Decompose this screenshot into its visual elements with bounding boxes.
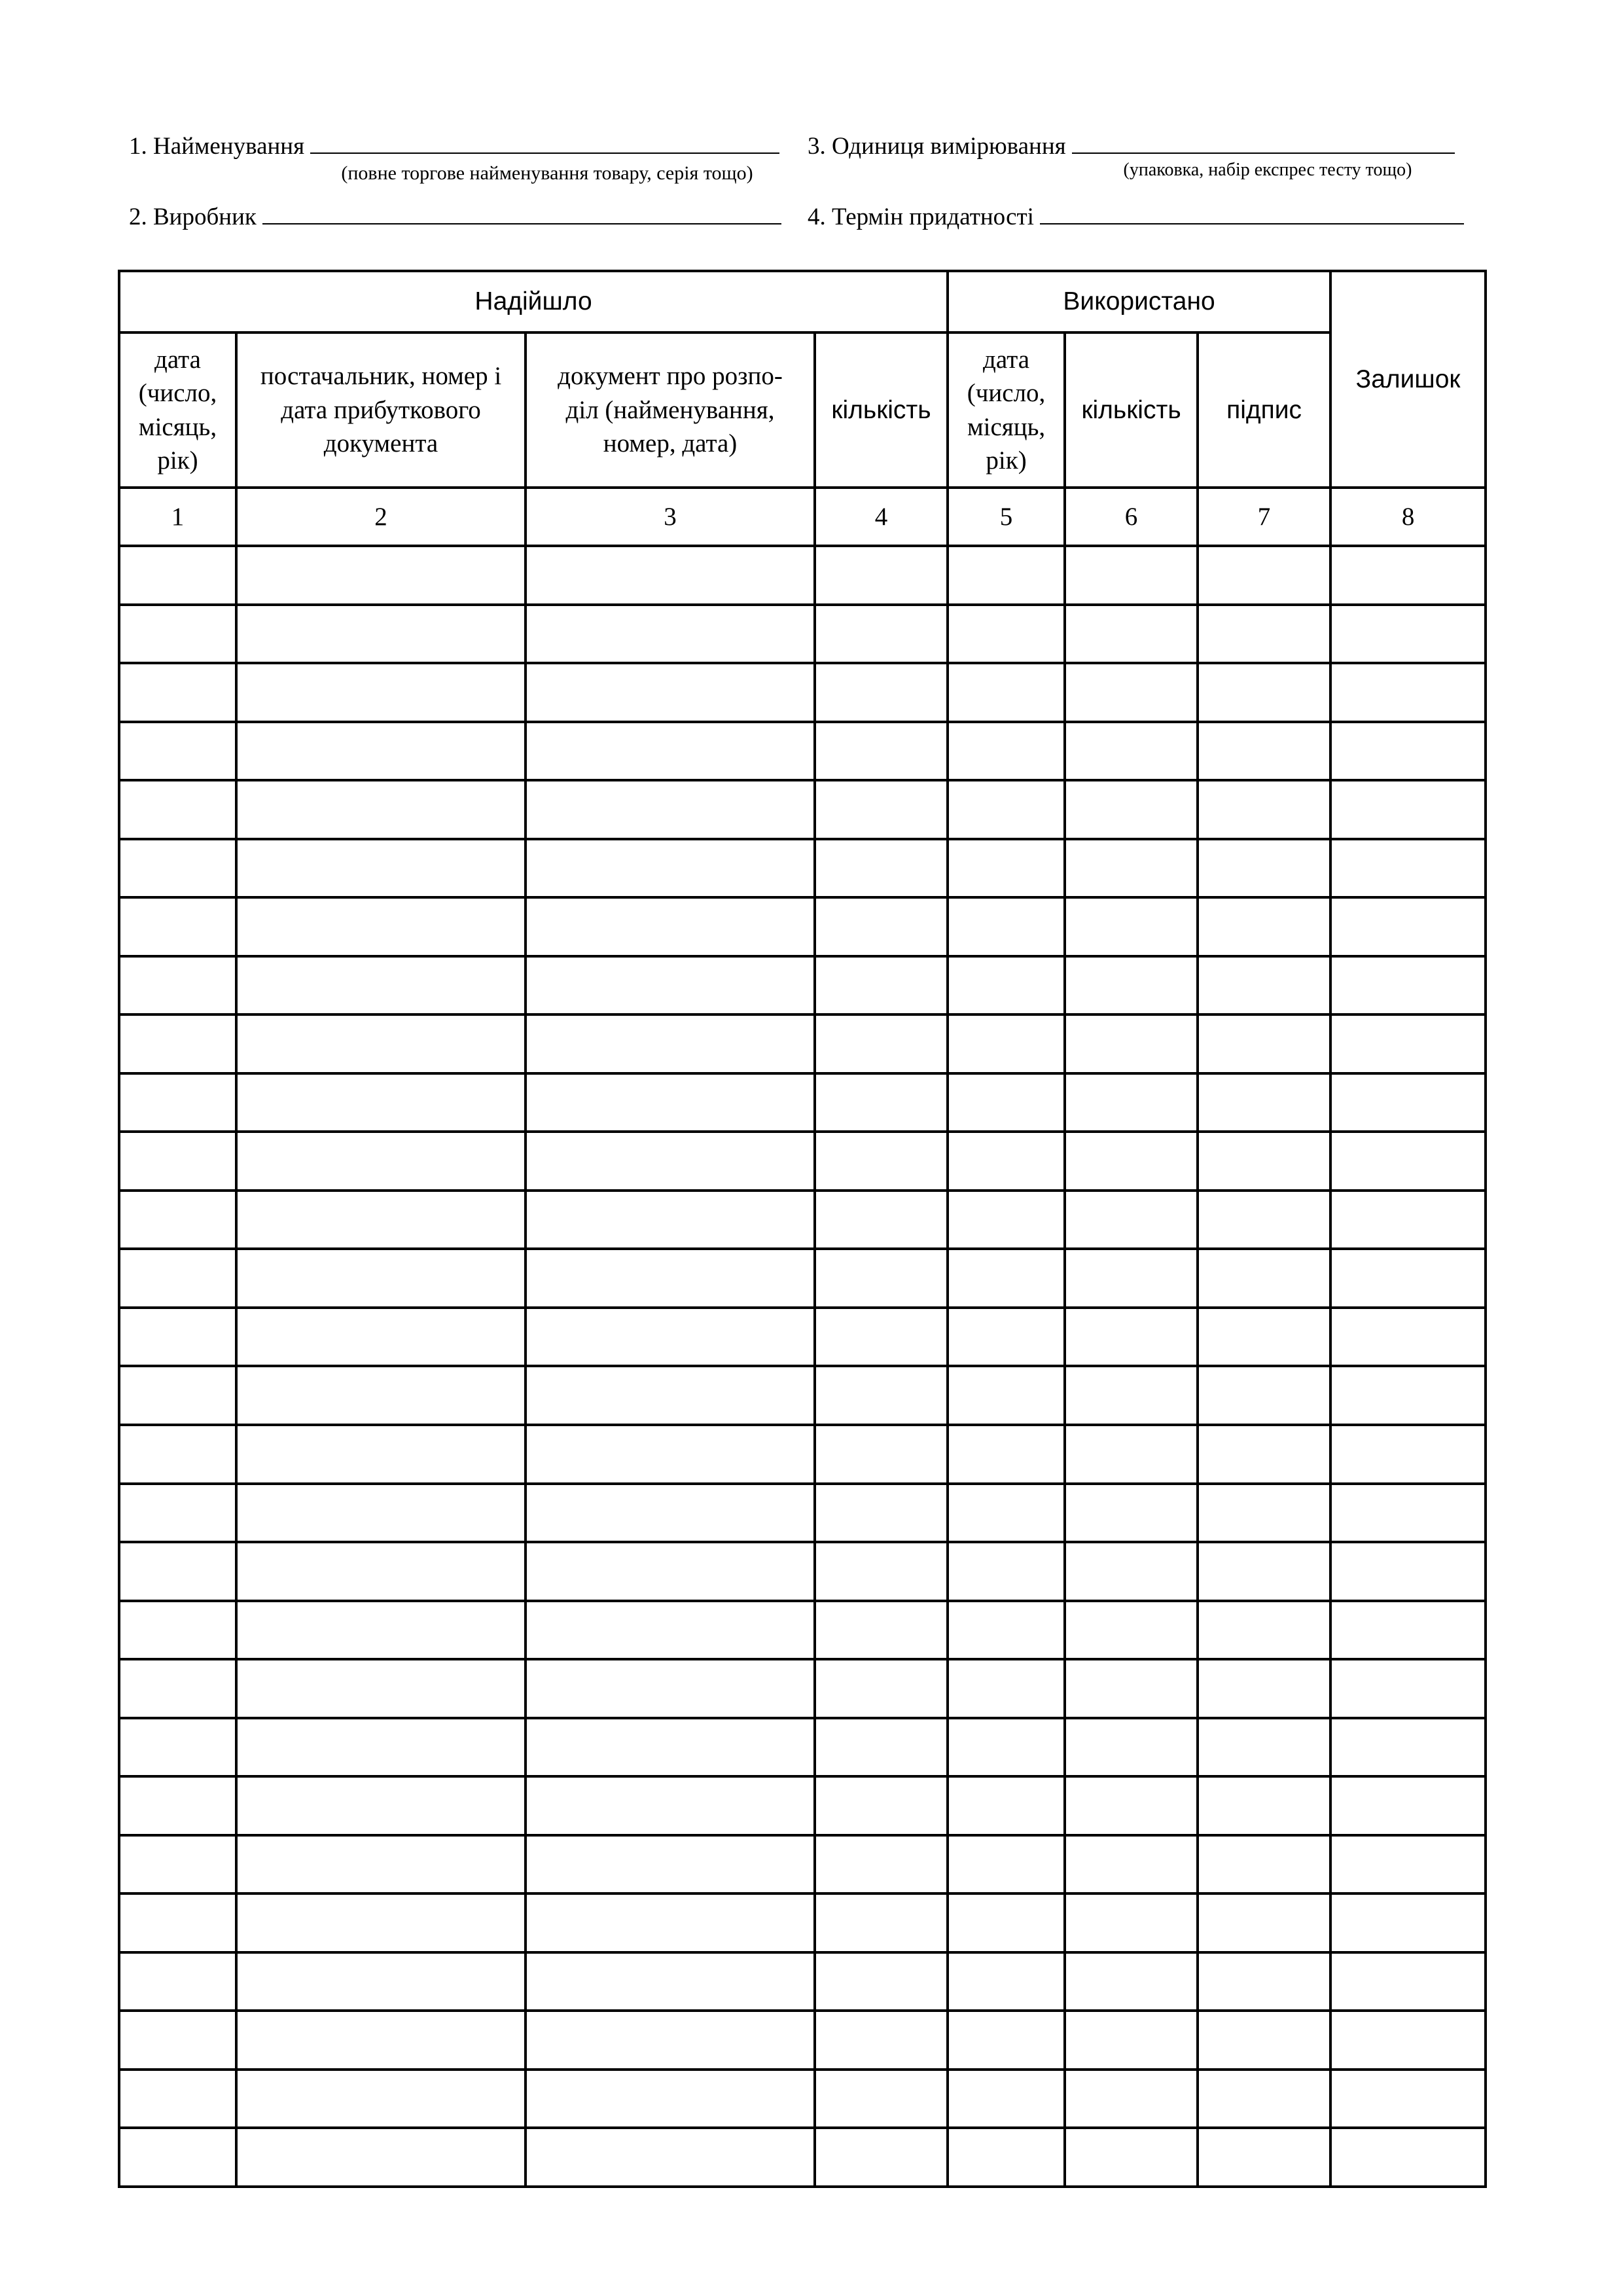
table-cell[interactable] (526, 1014, 815, 1073)
table-cell[interactable] (526, 780, 815, 839)
table-cell[interactable] (526, 1484, 815, 1543)
table-cell[interactable] (1198, 2128, 1330, 2187)
table-cell[interactable] (119, 1308, 236, 1367)
table-cell[interactable] (1330, 780, 1486, 839)
table-cell[interactable] (948, 1484, 1065, 1543)
table-cell[interactable] (236, 1191, 526, 1249)
table-cell[interactable] (1198, 546, 1330, 605)
field-name-hint: (повне торгове найменування товару, серія тощо) (341, 162, 753, 184)
table-row (119, 1132, 1486, 1191)
table-cell[interactable] (236, 605, 526, 664)
table-cell[interactable] (815, 1835, 948, 1894)
table-cell[interactable] (815, 605, 948, 664)
table-cell[interactable] (119, 1835, 236, 1894)
table-cell[interactable] (1198, 1952, 1330, 2011)
table-cell[interactable] (948, 2128, 1065, 2187)
table-cell[interactable] (526, 1425, 815, 1484)
table-cell[interactable] (815, 1659, 948, 1718)
table-cell[interactable] (119, 2128, 236, 2187)
table-cell[interactable] (815, 1893, 948, 1952)
table-cell[interactable] (948, 1893, 1065, 1952)
table-cell[interactable] (1330, 1366, 1486, 1425)
table-cell[interactable] (526, 839, 815, 898)
table-cell[interactable] (948, 663, 1065, 722)
table-row (119, 1776, 1486, 1835)
table-cell[interactable] (526, 1542, 815, 1601)
table-cell[interactable] (948, 1191, 1065, 1249)
table-cell[interactable] (815, 1542, 948, 1601)
table-cell[interactable] (236, 780, 526, 839)
table-cell[interactable] (119, 1776, 236, 1835)
table-cell[interactable] (1198, 1776, 1330, 1835)
field-unit (808, 133, 1455, 158)
table-row (119, 1484, 1486, 1543)
table-cell[interactable] (1198, 1366, 1330, 1425)
table-cell[interactable] (948, 722, 1065, 781)
table-cell[interactable] (948, 1308, 1065, 1367)
table-cell[interactable] (1065, 839, 1198, 898)
table-cell[interactable] (948, 1132, 1065, 1191)
table-cell[interactable] (119, 1014, 236, 1073)
table-cell[interactable] (948, 605, 1065, 664)
col-number: 6 (1065, 488, 1198, 546)
table-cell[interactable] (1065, 1425, 1198, 1484)
table-cell[interactable] (1065, 1542, 1198, 1601)
table-cell[interactable] (1065, 1601, 1198, 1660)
table-cell[interactable] (119, 605, 236, 664)
table-cell[interactable] (119, 1659, 236, 1718)
table-cell[interactable] (1065, 1073, 1198, 1132)
table-cell[interactable] (1065, 1952, 1198, 2011)
table-cell[interactable] (1198, 1425, 1330, 1484)
table-cell[interactable] (119, 839, 236, 898)
table-cell[interactable] (1065, 780, 1198, 839)
table-cell[interactable] (948, 1718, 1065, 1777)
table-cell[interactable] (236, 1835, 526, 1894)
table-cell[interactable] (948, 1952, 1065, 2011)
table-row (119, 1835, 1486, 1894)
field-expiry-label: 4. Термін придатності (808, 204, 1034, 230)
table-cell[interactable] (236, 1718, 526, 1777)
table-cell[interactable] (1065, 663, 1198, 722)
table-cell[interactable] (119, 1366, 236, 1425)
table-cell[interactable] (1065, 1132, 1198, 1191)
table-cell[interactable] (1065, 605, 1198, 664)
table-cell[interactable] (119, 2070, 236, 2128)
table-cell[interactable] (526, 1659, 815, 1718)
table-cell[interactable] (1198, 1308, 1330, 1367)
col-number: 3 (526, 488, 815, 546)
table-cell[interactable] (1065, 2128, 1198, 2187)
table-cell[interactable] (526, 897, 815, 956)
table-cell[interactable] (948, 2011, 1065, 2070)
table-cell[interactable] (1065, 897, 1198, 956)
table-cell[interactable] (1065, 2070, 1198, 2128)
table-cell[interactable] (526, 1776, 815, 1835)
field-name (129, 133, 779, 158)
field-manufacturer-label: 2. Виробник (129, 204, 257, 230)
table-cell[interactable] (815, 2011, 948, 2070)
table-row (119, 2128, 1486, 2187)
table-row (119, 1893, 1486, 1952)
table-cell[interactable] (1198, 1484, 1330, 1543)
col-number: 5 (948, 488, 1065, 546)
table-row (119, 1425, 1486, 1484)
table-cell[interactable] (1198, 897, 1330, 956)
table-cell[interactable] (815, 897, 948, 956)
table-cell[interactable] (1065, 1249, 1198, 1308)
table-row (119, 897, 1486, 956)
table-cell[interactable] (1330, 1308, 1486, 1367)
table-cell[interactable] (526, 1601, 815, 1660)
table-cell[interactable] (1065, 1776, 1198, 1835)
table-cell[interactable] (236, 1952, 526, 2011)
col-number: 4 (815, 488, 948, 546)
field-unit-input[interactable] (1072, 133, 1455, 154)
table-row (119, 722, 1486, 781)
table-cell[interactable] (236, 897, 526, 956)
table-row (119, 2011, 1486, 2070)
table-cell[interactable] (1330, 1893, 1486, 1952)
col-number: 1 (119, 488, 236, 546)
table-cell[interactable] (236, 2011, 526, 2070)
table-cell[interactable] (236, 1308, 526, 1367)
table-row (119, 1249, 1486, 1308)
table-cell[interactable] (815, 2070, 948, 2128)
table-cell[interactable] (948, 546, 1065, 605)
table-cell[interactable] (236, 1249, 526, 1308)
table-cell[interactable] (119, 1425, 236, 1484)
table-cell[interactable] (1065, 722, 1198, 781)
table-cell[interactable] (1330, 956, 1486, 1015)
table-cell[interactable] (236, 2070, 526, 2128)
table-cell[interactable] (948, 1425, 1065, 1484)
table-cell[interactable] (1065, 1659, 1198, 1718)
table-cell[interactable] (119, 663, 236, 722)
table-cell[interactable] (1330, 546, 1486, 605)
table-cell[interactable] (236, 1776, 526, 1835)
field-unit-hint: (упаковка, набір експрес тесту тощо) (1123, 160, 1412, 180)
table-cell[interactable] (1330, 1073, 1486, 1132)
table-cell[interactable] (119, 1601, 236, 1660)
table-cell[interactable] (119, 1893, 236, 1952)
table-cell[interactable] (815, 1425, 948, 1484)
table-cell[interactable] (526, 546, 815, 605)
table-cell[interactable] (1330, 1601, 1486, 1660)
group-received-header: Надійшло (119, 271, 948, 332)
table-row (119, 1191, 1486, 1249)
table-cell[interactable] (1330, 839, 1486, 898)
table-cell[interactable] (1065, 1718, 1198, 1777)
table-cell[interactable] (1330, 1191, 1486, 1249)
table-cell[interactable] (815, 663, 948, 722)
table-cell[interactable] (119, 1191, 236, 1249)
table-row (119, 1073, 1486, 1132)
table-row (119, 1601, 1486, 1660)
table-cell[interactable] (1198, 839, 1330, 898)
table-cell[interactable] (119, 1132, 236, 1191)
table-cell[interactable] (1330, 897, 1486, 956)
table-cell[interactable] (1330, 1952, 1486, 2011)
table-cell[interactable] (236, 1132, 526, 1191)
table-cell[interactable] (815, 839, 948, 898)
table-cell[interactable] (526, 1718, 815, 1777)
table-cell[interactable] (1330, 1776, 1486, 1835)
table-cell[interactable] (815, 1073, 948, 1132)
table-row (119, 1718, 1486, 1777)
table-cell[interactable] (526, 1366, 815, 1425)
table-row (119, 956, 1486, 1015)
table-cell[interactable] (526, 2128, 815, 2187)
ledger-body (119, 546, 1486, 2187)
table-row (119, 780, 1486, 839)
table-cell[interactable] (236, 1542, 526, 1601)
table-cell[interactable] (815, 1601, 948, 1660)
table-cell[interactable] (236, 839, 526, 898)
table-row (119, 1542, 1486, 1601)
table-cell[interactable] (119, 1484, 236, 1543)
table-row (119, 546, 1486, 605)
table-cell[interactable] (526, 1191, 815, 1249)
field-manufacturer (129, 204, 781, 229)
table-cell[interactable] (236, 2128, 526, 2187)
table-cell[interactable] (1198, 1893, 1330, 1952)
col-number: 7 (1198, 488, 1330, 546)
table-row (119, 1952, 1486, 2011)
table-cell[interactable] (815, 1249, 948, 1308)
table-cell[interactable] (948, 897, 1065, 956)
table-cell[interactable] (236, 1073, 526, 1132)
table-cell[interactable] (815, 1718, 948, 1777)
table-row (119, 1659, 1486, 1718)
table-cell[interactable] (948, 2070, 1065, 2128)
table-cell[interactable] (236, 1659, 526, 1718)
col-signature-header: підпис (1198, 332, 1330, 488)
table-cell[interactable] (1330, 722, 1486, 781)
remainder-header: Залишок (1330, 271, 1486, 488)
table-cell[interactable] (1198, 605, 1330, 664)
table-cell[interactable] (815, 1484, 948, 1543)
table-cell[interactable] (1065, 546, 1198, 605)
table-cell[interactable] (1330, 1132, 1486, 1191)
table-cell[interactable] (948, 839, 1065, 898)
table-cell[interactable] (119, 1952, 236, 2011)
table-cell[interactable] (236, 1014, 526, 1073)
table-cell[interactable] (526, 956, 815, 1015)
table-cell[interactable] (526, 1073, 815, 1132)
table-cell[interactable] (948, 1073, 1065, 1132)
table-cell[interactable] (815, 956, 948, 1015)
table-cell[interactable] (1065, 2011, 1198, 2070)
table-cell[interactable] (236, 1366, 526, 1425)
field-name-input[interactable] (310, 133, 779, 154)
table-cell[interactable] (815, 546, 948, 605)
table-cell[interactable] (1198, 1601, 1330, 1660)
table-cell[interactable] (948, 1014, 1065, 1073)
table-cell[interactable] (1198, 1659, 1330, 1718)
table-cell[interactable] (815, 1776, 948, 1835)
table-cell[interactable] (526, 722, 815, 781)
table-cell[interactable] (1065, 1366, 1198, 1425)
field-manufacturer-input[interactable] (262, 204, 781, 224)
table-cell[interactable] (119, 2011, 236, 2070)
table-cell[interactable] (815, 1191, 948, 1249)
table-cell[interactable] (948, 1835, 1065, 1894)
table-cell[interactable] (1198, 956, 1330, 1015)
table-cell[interactable] (1330, 663, 1486, 722)
table-cell[interactable] (236, 1893, 526, 1952)
table-cell[interactable] (815, 1366, 948, 1425)
table-cell[interactable] (948, 1776, 1065, 1835)
table-cell[interactable] (1065, 1835, 1198, 1894)
table-cell[interactable] (526, 663, 815, 722)
field-expiry-input[interactable] (1040, 204, 1464, 224)
table-cell[interactable] (815, 780, 948, 839)
table-cell[interactable] (815, 1952, 948, 2011)
table-cell[interactable] (948, 1542, 1065, 1601)
table-cell[interactable] (1198, 1542, 1330, 1601)
table-cell[interactable] (1330, 2070, 1486, 2128)
table-row (119, 1014, 1486, 1073)
table-cell[interactable] (119, 897, 236, 956)
table-cell[interactable] (1065, 956, 1198, 1015)
table-cell[interactable] (526, 1308, 815, 1367)
table-cell[interactable] (119, 956, 236, 1015)
table-cell[interactable] (1330, 1249, 1486, 1308)
table-cell[interactable] (526, 1835, 815, 1894)
table-cell[interactable] (526, 2070, 815, 2128)
table-cell[interactable] (1198, 663, 1330, 722)
table-cell[interactable] (119, 1718, 236, 1777)
table-cell[interactable] (236, 1484, 526, 1543)
table-cell[interactable] (1198, 1132, 1330, 1191)
table-cell[interactable] (1330, 1659, 1486, 1718)
table-cell[interactable] (236, 1425, 526, 1484)
table-cell[interactable] (815, 1132, 948, 1191)
field-unit-label: 3. Одиниця вимірювання (808, 133, 1066, 160)
table-cell[interactable] (1198, 780, 1330, 839)
table-cell[interactable] (119, 780, 236, 839)
table-cell[interactable] (1065, 1014, 1198, 1073)
table-cell[interactable] (1065, 1308, 1198, 1367)
table-cell[interactable] (1198, 2011, 1330, 2070)
table-cell[interactable] (1198, 1191, 1330, 1249)
col-received-qty-header: кількість (815, 332, 948, 488)
field-expiry (808, 204, 1464, 229)
group-used-header: Використано (948, 271, 1330, 332)
table-cell[interactable] (948, 1249, 1065, 1308)
table-cell[interactable] (1065, 1484, 1198, 1543)
table-cell[interactable] (236, 546, 526, 605)
table-cell[interactable] (1198, 1835, 1330, 1894)
table-cell[interactable] (1330, 2128, 1486, 2187)
table-cell[interactable] (236, 956, 526, 1015)
col-supplier-header: постачальник, номер і дата прибуткового документа (236, 332, 526, 488)
table-cell[interactable] (236, 1601, 526, 1660)
table-cell[interactable] (526, 1893, 815, 1952)
table-row (119, 605, 1486, 664)
table-cell[interactable] (119, 1073, 236, 1132)
col-used-date-header: дата (число, місяць, рік) (948, 332, 1065, 488)
table-cell[interactable] (1065, 1893, 1198, 1952)
table-cell[interactable] (948, 956, 1065, 1015)
table-cell[interactable] (119, 546, 236, 605)
table-cell[interactable] (1330, 1484, 1486, 1543)
table-cell[interactable] (1198, 1014, 1330, 1073)
table-cell[interactable] (815, 1308, 948, 1367)
table-cell[interactable] (1330, 2011, 1486, 2070)
table-cell[interactable] (948, 780, 1065, 839)
col-number: 2 (236, 488, 526, 546)
table-cell[interactable] (1330, 1014, 1486, 1073)
table-cell[interactable] (1330, 1718, 1486, 1777)
table-row (119, 663, 1486, 722)
table-cell[interactable] (526, 1132, 815, 1191)
table-row (119, 1366, 1486, 1425)
col-number: 8 (1330, 488, 1486, 546)
table-cell[interactable] (1198, 1718, 1330, 1777)
table-row (119, 1308, 1486, 1367)
table-cell[interactable] (948, 1366, 1065, 1425)
table-cell[interactable] (526, 1952, 815, 2011)
table-cell[interactable] (1198, 1249, 1330, 1308)
table-cell[interactable] (1065, 1191, 1198, 1249)
table-cell[interactable] (236, 663, 526, 722)
table-cell[interactable] (948, 1601, 1065, 1660)
table-cell[interactable] (1330, 1835, 1486, 1894)
table-cell[interactable] (1330, 1542, 1486, 1601)
col-distribution-doc-header: документ про розпо- діл (найменування, номер, дата) (526, 332, 815, 488)
table-cell[interactable] (119, 1249, 236, 1308)
table-row (119, 2070, 1486, 2128)
table-cell[interactable] (526, 605, 815, 664)
table-cell[interactable] (236, 722, 526, 781)
table-cell[interactable] (1330, 1425, 1486, 1484)
table-cell[interactable] (948, 1659, 1065, 1718)
table-row (119, 839, 1486, 898)
table-cell[interactable] (526, 1249, 815, 1308)
table-cell[interactable] (1198, 722, 1330, 781)
col-used-qty-header: кількість (1065, 332, 1198, 488)
table-cell[interactable] (815, 2128, 948, 2187)
table-cell[interactable] (1198, 2070, 1330, 2128)
table-cell[interactable] (815, 1014, 948, 1073)
table-cell[interactable] (1330, 605, 1486, 664)
ledger-table (118, 270, 1487, 2188)
table-cell[interactable] (815, 722, 948, 781)
table-cell[interactable] (119, 1542, 236, 1601)
col-received-date-header: дата (число, місяць, рік) (119, 332, 236, 488)
table-cell[interactable] (119, 722, 236, 781)
table-cell[interactable] (1198, 1073, 1330, 1132)
field-name-label: 1. Найменування (129, 133, 305, 160)
table-cell[interactable] (526, 2011, 815, 2070)
